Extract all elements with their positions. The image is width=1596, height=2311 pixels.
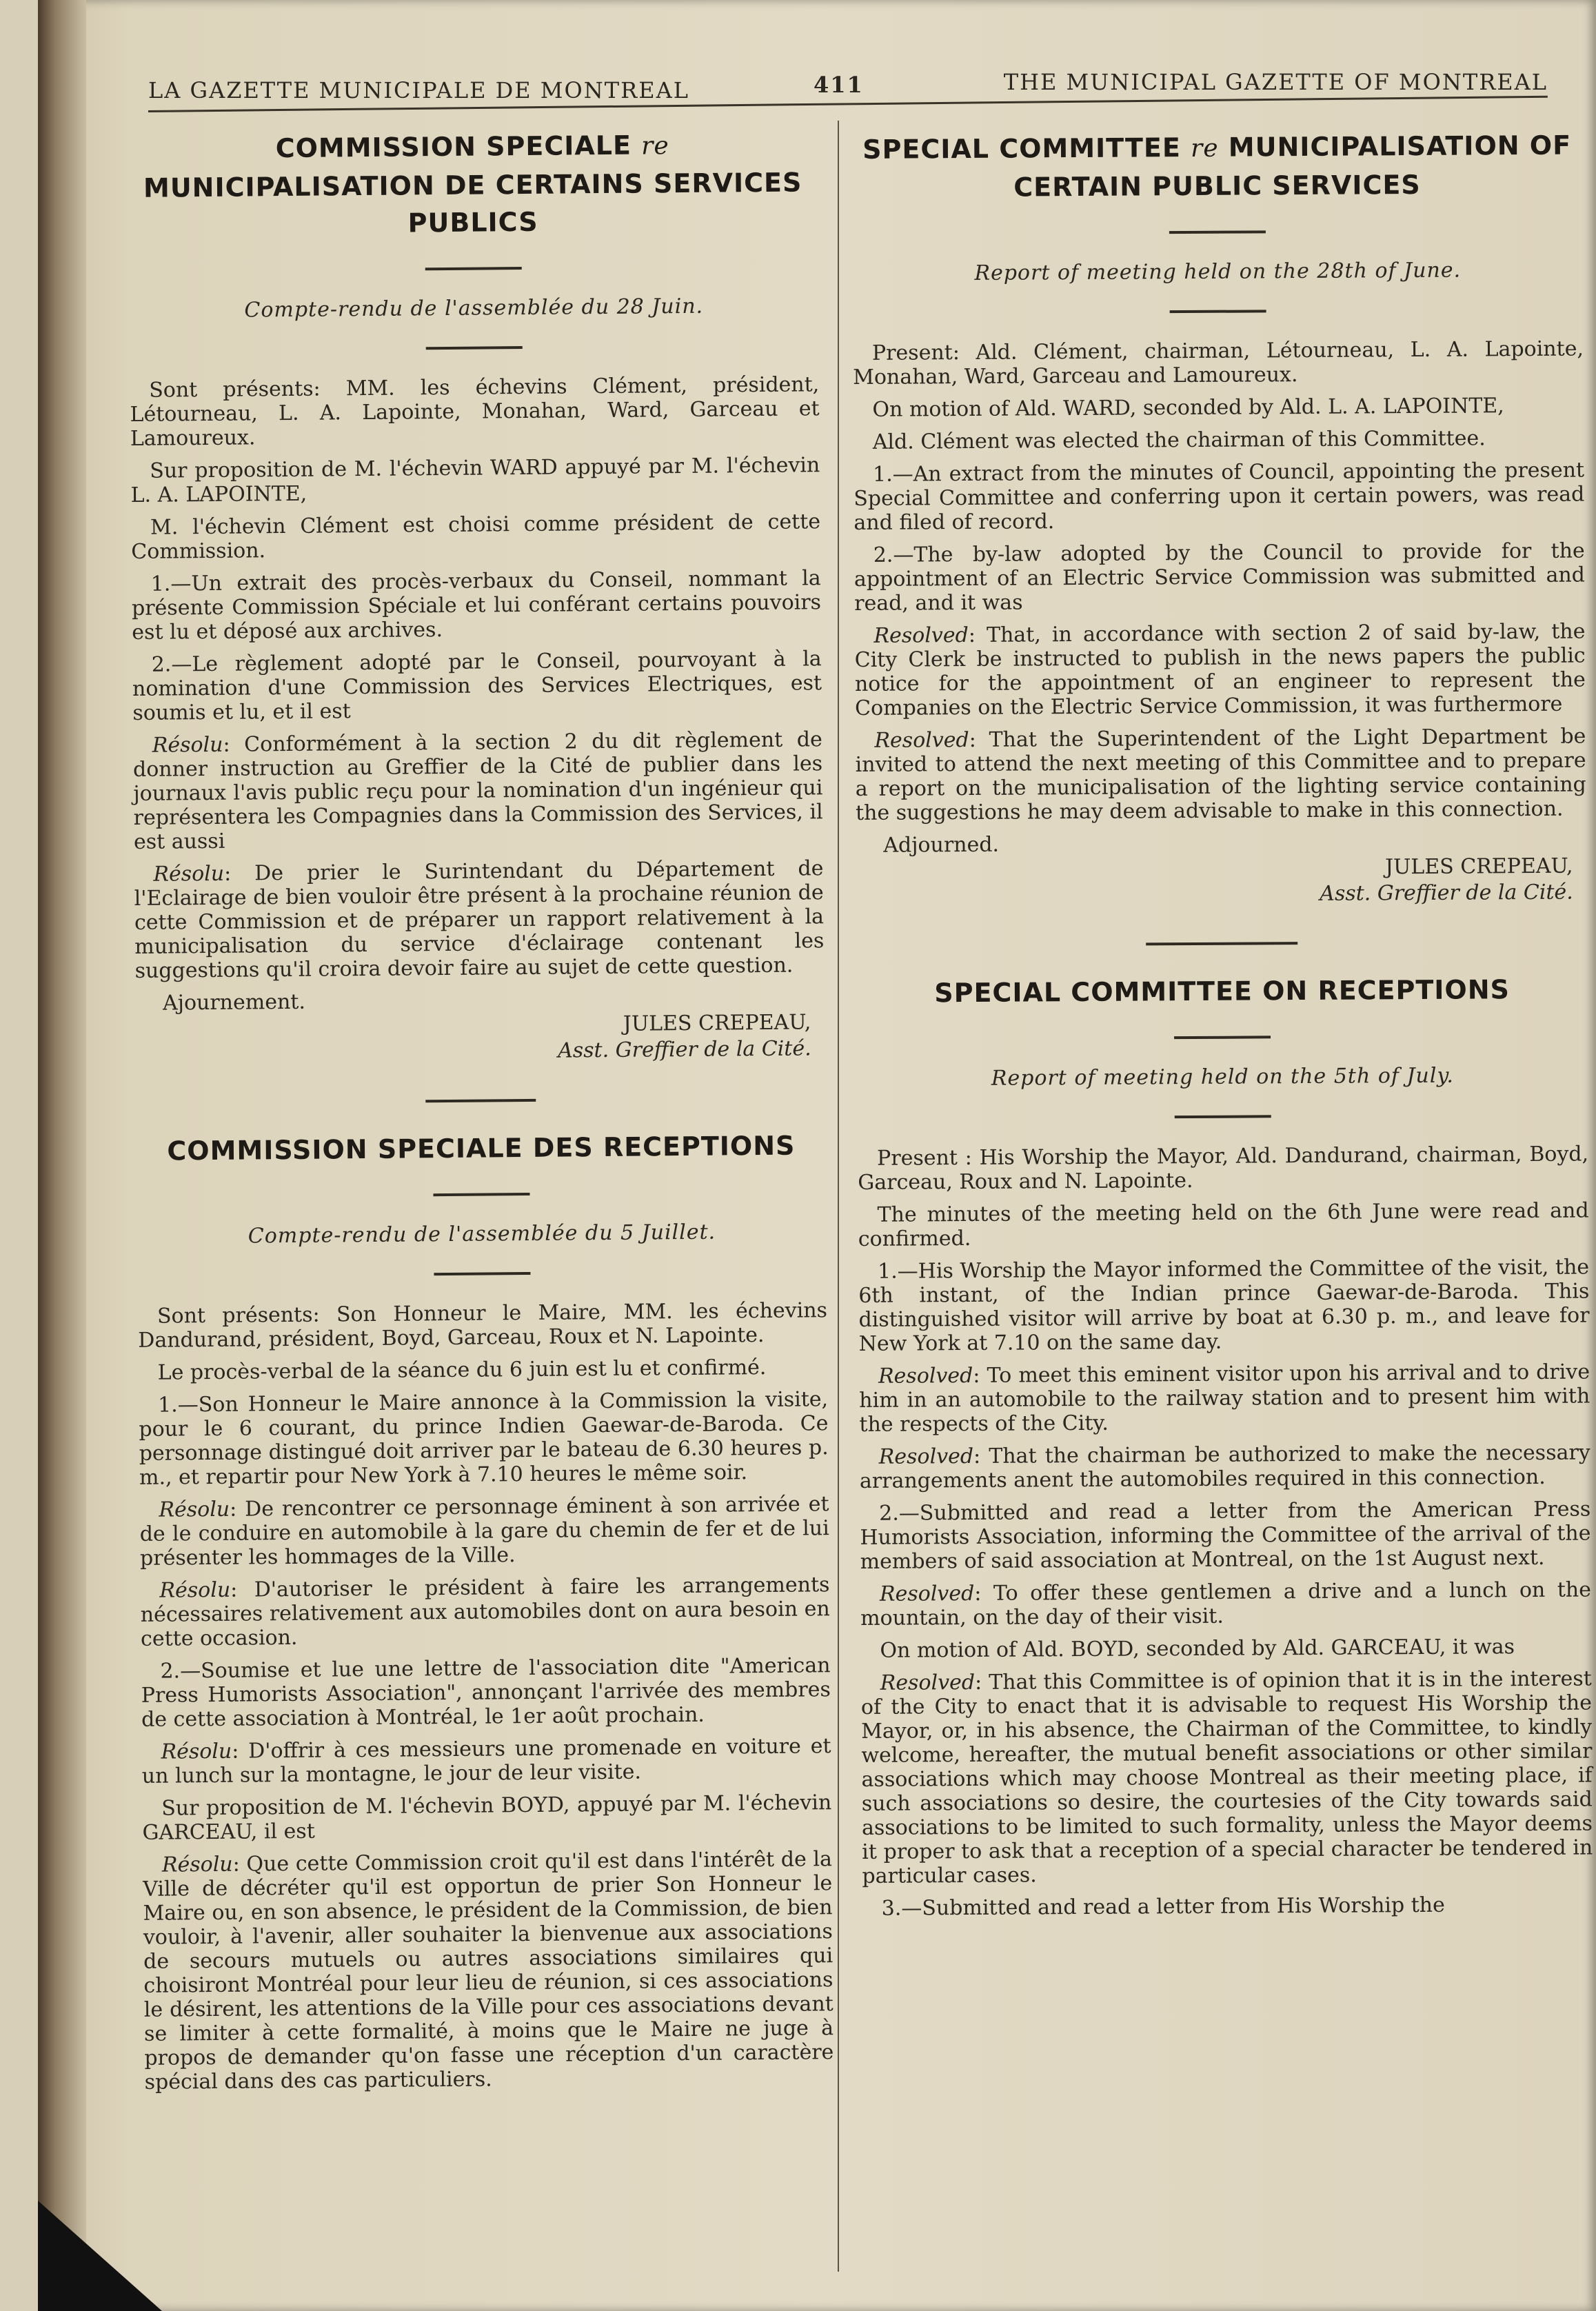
- section-rule: [425, 1099, 536, 1102]
- fr-section2-title: COMMISSION SPECIALE DES RECEPTIONS: [167, 1130, 796, 1167]
- english-column: [851, 127, 1593, 1929]
- paragraph: 2.—Soumise et lue une lettre de l'association dite "American Press Humorists Association", annonçant l'arrivée des membres de cette association à Montréal, le 1er août prochain.: [141, 1653, 831, 1732]
- fr-section1-subtitle: Compte-rendu de l'assemblée du 28 Juin.: [244, 294, 704, 323]
- paragraph: 1.—His Worship the Mayor informed the Committee of the visit, the 6th instant, of the Indian prince Gaewar-de-Baroda. This distinguished visitor will arrive by boat at 6.30 p. m., and leave for New York at 7.10 on the same day.: [858, 1255, 1590, 1356]
- section-rule: [434, 1272, 530, 1275]
- resolution: Résolu: D'autoriser le président à faire les arrangements nécessaires relativement aux automobiles dont on aura besoin en cette occasion.: [140, 1573, 830, 1651]
- section-rule: [1170, 310, 1266, 313]
- header-right: THE MUNICIPAL GAZETTE OF MONTREAL: [1003, 69, 1548, 95]
- resolution: Résolu: Que cette Commission croit qu'il est dans l'intérêt de la Ville de décréter qu'il est opportun de prier Son Honneur le Maire ou, en son absence, le président de la Commission, de bien vouloir, à l'avenir, aller souhaiter la bienvenue aux associations de secours mutuels ou autres associations similaires qui choisiront Montréal pour leur lieu de réunion, si ces associations le désirent, les attentions de la Ville pour ces associations devant se limiter à cette formalité, à moins que le Maire ne juge à propos de demander qu'on fasse une réception d'un caractère spécial dans des cas particuliers.: [143, 1847, 834, 2095]
- section-rule: [1169, 230, 1266, 234]
- paragraph: The minutes of the meeting held on the 6th June were read and confirmed.: [858, 1198, 1589, 1251]
- page-corner-shadow: [38, 2201, 162, 2311]
- paragraph: Le procès-verbal de la séance du 6 juin est lu et confirmé.: [157, 1355, 767, 1385]
- paragraph: 2.—Submitted and read a letter from the American Press Humorists Association, informing the Committee of the arrival of the members of said association at Montreal, on the 1st August next.: [860, 1497, 1591, 1574]
- resolution: Résolu: De prier le Surintendant du Département de l'Eclairage de bien vouloir être présent à la prochaine réunion de cette Commission et de préparer un rapport relativement à la municipalisation du service d'éclairage contenant les suggestions qu'il croira devoir faire au sujet de cette question.: [134, 856, 825, 983]
- resolution: Resolved: That the Superintendent of the Light Department be invited to attend the next meeting of this Committee and to prepare a report on the municipalisation of the lighting service containing the suggestions he may deem advisable to make in this connection.: [855, 724, 1586, 825]
- paragraph: 2.—Le règlement adopté par le Conseil, pourvoyant à la nomination d'une Commission des Services Electriques, est soumis et lu, et il est: [132, 647, 822, 725]
- resolution: Resolved: That the chairman be authorized to make the necessary arrangements anent the automobiles required in this connection.: [859, 1440, 1590, 1493]
- section-rule: [1175, 1115, 1271, 1118]
- paragraph: Ald. Clément was elected the chairman of this Committee.: [872, 426, 1486, 454]
- en-section2-title: SPECIAL COMMITTEE ON RECEPTIONS: [934, 974, 1511, 1009]
- french-column: [128, 125, 834, 2103]
- paragraph: Sur proposition de M. l'échevin WARD appuyé par M. l'échevin L. A. LAPOINTE,: [130, 453, 820, 507]
- paragraph: 1.—Un extrait des procès-verbaux du Conseil, nommant la présente Commission Spéciale et lui conférant certains pouvoirs est lu et déposé aux archives.: [131, 566, 822, 645]
- resolution: Resolved: That this Committee is of opinion that it is in the interest of the City to enact that it is advisable to request His Worship the Mayor, or, in his absence, the Chairman of the Committee, to kindly welcome, hereafter, the mutual benefit associations or other similar associations which may choose Montreal as their meeting place, if such associations so desire, the courtesies of the City towards said associations to be limited to such formality, unless the Mayor deems it proper to ask that a reception of a special character be tendered in particular cases.: [860, 1666, 1593, 1888]
- resolution: Resolved: To meet this eminent visitor upon his arrival and to drive him in an automobile to the railway station and to present him with the respects of the City.: [859, 1360, 1590, 1437]
- paragraph: Present : His Worship the Mayor, Ald. Dandurand, chairman, Boyd, Garceau, Roux and N. Lapointe.: [858, 1142, 1589, 1195]
- fr-section1-title: COMMISSION SPECIALE re MUNICIPALISATION DE CERTAINS SERVICES PUBLICS: [143, 130, 802, 239]
- en-section1-title: SPECIAL COMMITTEE re MUNICIPALISATION OF CERTAIN PUBLIC SERVICES: [862, 130, 1572, 203]
- resolution: Résolu: D'offrir à ces messieurs une promenade en voiture et un lunch sur la montagne, le jour de leur visite.: [141, 1734, 831, 1788]
- column-divider: [838, 121, 839, 2272]
- gazette-page: [38, 0, 1596, 2311]
- page-binding-shadow: [38, 0, 86, 2311]
- paragraph: Present: Ald. Clément, chairman, Létourneau, L. A. Lapointe, Monahan, Ward, Garceau and Lamoureux.: [853, 336, 1584, 390]
- paragraph: 3.—Submitted and read a letter from His Worship the: [881, 1893, 1445, 1921]
- adjournment: Ajournement.: [162, 989, 306, 1016]
- signature: JULES CREPEAU, Asst. Greffier de la Cité.: [1320, 854, 1573, 906]
- en-section1-subtitle: Report of meeting held on the 28th of June.: [974, 258, 1462, 285]
- en-section2-subtitle: Report of meeting held on the 5th of July.: [991, 1063, 1455, 1091]
- paragraph: On motion of Ald. BOYD, seconded by Ald. GARCEAU, it was: [880, 1635, 1515, 1663]
- signature: JULES CREPEAU, Asst. Greffier de la Cité.: [557, 1010, 811, 1063]
- paragraph: 1.—Son Honneur le Maire annonce à la Commission la visite, pour le 6 courant, du prince Indien Gaewar-de-Baroda. Ce personnage distingué doit arriver par le bateau de 6.30 heures p. m., et repartir pour New York à 7.10 heures le même soir.: [139, 1387, 829, 1490]
- resolution: Résolu: De rencontrer ce personnage éminent à son arrivée et de le conduire en automobile à la gare du chemin de fer et de lui présenter les hommages de la Ville.: [139, 1492, 829, 1571]
- header-left: LA GAZETTE MUNICIPALE DE MONTREAL: [148, 77, 689, 103]
- paragraph: On motion of Ald. WARD, seconded by Ald. L. A. LAPOINTE,: [872, 394, 1504, 422]
- section-rule: [433, 1193, 529, 1196]
- section-rule: [426, 346, 523, 350]
- resolution: Resolved: To offer these gentlemen a drive and a lunch on the mountain, on the day of their visit.: [860, 1577, 1592, 1631]
- paragraph: 2.—The by-law adopted by the Council to provide for the appointment of an Electric Service Commission was submitted and read, and it was: [853, 538, 1586, 616]
- paragraph: Sont présents: MM. les échevins Clément, président, Létourneau, L. A. Lapointe, Monahan, Ward, Garceau et Lamoureux.: [130, 372, 820, 451]
- adjournment: Adjourned.: [883, 832, 1000, 858]
- section-rule: [425, 267, 522, 270]
- resolution: Resolved: That, in accordance with section 2 of said by-law, the City Clerk be instructed to publish in the news papers the public notice for the appointment of an engineer to represent the Companies on the Electric Service Commission, it was furthermore: [854, 619, 1586, 720]
- section-rule: [1174, 1036, 1271, 1039]
- page-number: 411: [814, 72, 864, 98]
- paragraph: M. l'échevin Clément est choisi comme président de cette Commission.: [131, 509, 821, 564]
- paragraph: Sont présents: Son Honneur le Maire, MM. les échevins Dandurand, président, Boyd, Garceau, Roux et N. Lapointe.: [138, 1298, 828, 1353]
- paragraph: 1.—An extract from the minutes of Council, appointing the present Special Committee and conferring upon it certain powers, was read and filed of record.: [853, 458, 1585, 535]
- resolution: Résolu: Conformément à la section 2 du dit règlement de donner instruction au Greffier de la Cité de publier dans les journaux l'avis public reçu pour la nomination d'un ingénieur qui représentera les Compagnies dans la Commission des Services, il est aussi: [132, 727, 823, 854]
- paragraph: Sur proposition de M. l'échevin BOYD, appuyé par M. l'échevin GARCEAU, il est: [142, 1790, 832, 1845]
- fr-section2-subtitle: Compte-rendu de l'assemblée du 5 Juillet.: [248, 1220, 716, 1249]
- section-rule: [1146, 942, 1297, 945]
